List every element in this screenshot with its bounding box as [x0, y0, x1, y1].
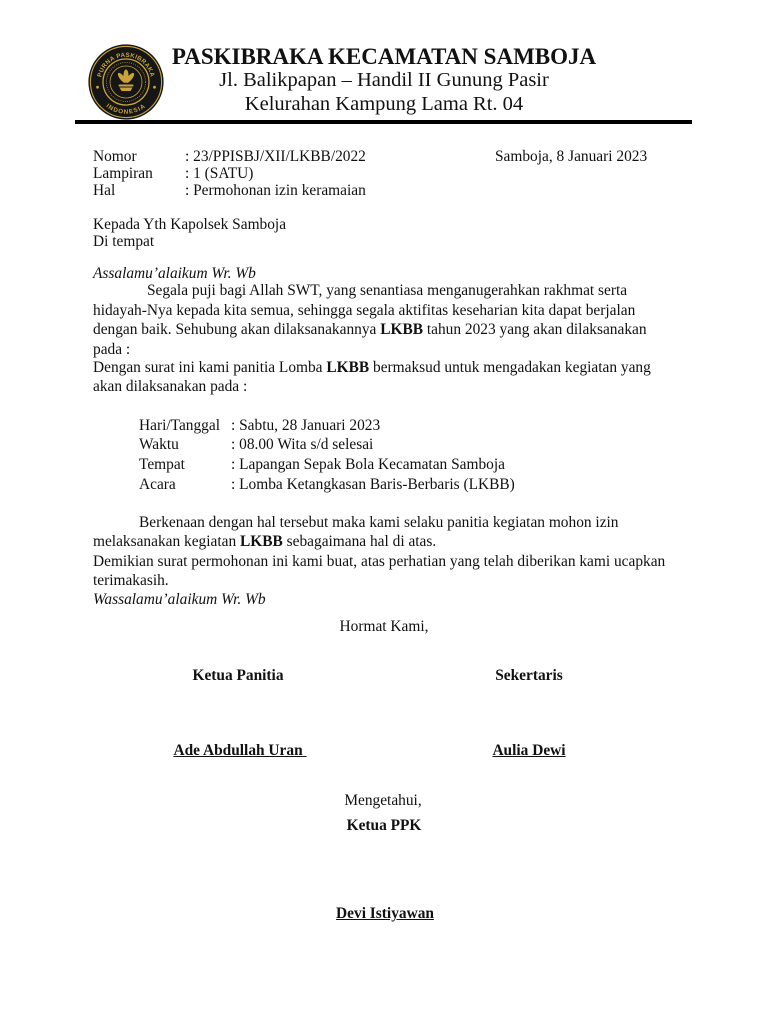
signatory-role: Sekertaris	[495, 667, 563, 684]
info-value-hal: : Permohonan izin keramaian	[185, 182, 366, 199]
recipient-line-1: Kepada Yth Kapolsek Samboja	[93, 216, 287, 233]
body-text: tahun 2023 yang akan dilaksanakan	[426, 321, 647, 338]
body-text: melaksanakan kegiatan	[93, 533, 237, 550]
acknowledgement-name-slot	[265, 905, 505, 923]
signatory-name: Ade Abdullah Uran	[173, 742, 303, 759]
emphasis-lkbb: LKBB	[326, 359, 370, 376]
info-label-hal: Hal	[93, 182, 116, 199]
signatory-name: Aulia Dewi	[492, 742, 566, 759]
closing-greeting: Wassalamu’alaikum Wr. Wb	[93, 591, 266, 608]
letterhead-address-line-1: Jl. Balikpapan – Handil II Gunung Pasir	[219, 69, 549, 91]
recipient-line-2: Di tempat	[93, 233, 155, 250]
event-detail-value: : Lapangan Sepak Bola Kecamatan Samboja	[231, 456, 505, 473]
emphasis-lkbb: LKBB	[380, 321, 423, 338]
signatory-role: Ketua Panitia	[192, 667, 284, 684]
info-label-nomor: Nomor	[93, 148, 137, 165]
logo-ring-bottom-text: INDONESIA	[104, 102, 148, 116]
event-detail-label: Hari/Tanggal	[139, 417, 220, 434]
acknowledgement-name: Devi Istiyawan	[336, 905, 434, 922]
logo-ring-top-text: PURNA PASKIBRAKA	[96, 51, 156, 78]
body-text: dengan baik. Sehubung akan dilaksanakannya	[93, 321, 377, 338]
letterhead-divider	[75, 120, 692, 124]
event-detail-value: : Sabtu, 28 Januari 2023	[231, 417, 381, 434]
body-line: pada :	[93, 341, 131, 358]
signatory-name-slot	[120, 742, 360, 760]
body-line	[93, 359, 651, 377]
letterhead-address-line-2: Kelurahan Kampung Lama Rt. 04	[244, 93, 524, 115]
body-line: akan dilaksanakan pada :	[93, 378, 248, 395]
emphasis-lkbb: LKBB	[240, 533, 283, 550]
info-value-nomor: : 23/PPISBJ/XII/LKBB/2022	[185, 148, 366, 165]
sign-off: Hormat Kami,	[339, 618, 429, 635]
event-detail-value: : 08.00 Wita s/d selesai	[231, 436, 374, 453]
signatory-name-slot	[409, 742, 649, 760]
body-text: Dengan surat ini kami panitia Lomba	[93, 359, 323, 376]
letter-place-date: Samboja, 8 Januari 2023	[495, 148, 648, 165]
event-detail-label: Acara	[139, 476, 176, 493]
event-detail-label: Waktu	[139, 436, 179, 453]
info-label-lampiran: Lampiran	[93, 165, 153, 182]
info-value-lampiran: : 1 (SATU)	[185, 165, 254, 182]
acknowledgement-label: Mengetahui,	[344, 792, 422, 809]
letterhead-title: PASKIBRAKA KECAMATAN SAMBOJA	[171, 44, 597, 69]
body-line	[93, 533, 436, 551]
body-line	[93, 321, 647, 339]
event-detail-label: Tempat	[139, 456, 185, 473]
body-line: terimakasih.	[93, 572, 169, 589]
opening-greeting: Assalamu’alaikum Wr. Wb	[93, 265, 256, 282]
acknowledgement-role: Ketua PPK	[346, 817, 422, 834]
body-line: hidayah-Nya kepada kita semua, sehingga segala aktifitas keseharian kita dapat berjalan	[93, 302, 636, 319]
event-detail-value: : Lomba Ketangkasan Baris-Berbaris (LKBB)	[231, 476, 515, 493]
body-text: sebagaimana hal di atas.	[286, 533, 437, 550]
body-line: Segala puji bagi Allah SWT, yang senantiasa menganugerahkan rakhmat serta	[147, 282, 628, 299]
body-line: Berkenaan dengan hal tersebut maka kami selaku panitia kegiatan mohon izin	[139, 514, 619, 531]
body-text: bermaksud untuk mengadakan kegiatan yang	[373, 359, 651, 376]
body-line: Demikian surat permohonan ini kami buat, atas perhatian yang telah diberikan kami ucapkan	[93, 553, 666, 570]
